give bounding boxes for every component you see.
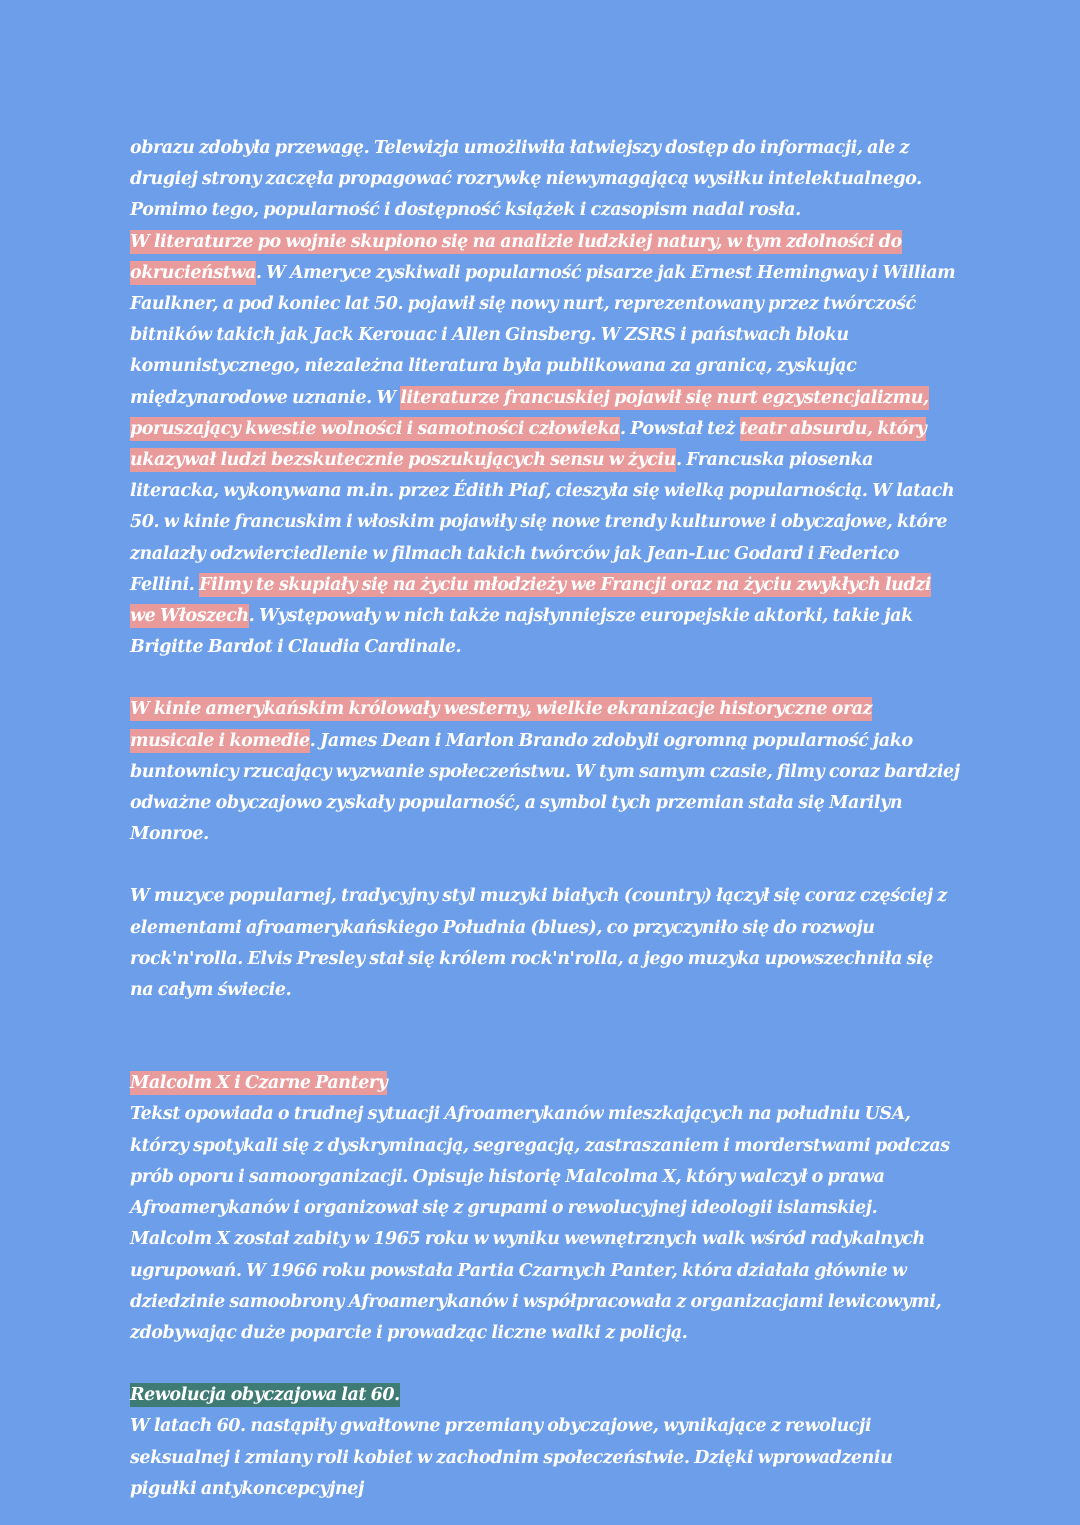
paragraph-text: obrazu zdobyła przewagę. Telewizja umożliwiła łatwiejszy dostęp do informacji, ale z drugiej strony zaczęła propagować rozrywkę niewymagającą wysiłku intelektualnego. Pomimo tego, popularność i dostępność książek i czasopism nadal rosła. [130,138,922,221]
highlight-theatre-absurd: teatr absurdu, który ukazywał ludzi bezskutecznie poszukujących sensu w życiu [130,418,927,471]
paragraph-text: W muzyce popularnej, tradycyjny styl muzyki białych (country) łączył się coraz częściej z elementami afroamerykańskiego Południa (blues), co przyczyniło się do rozwoju rock'n'rolla. Elvis Presley stał się królem rock'n'rolla, a jego muzyka upowszechniła się na całym świecie. [130,886,947,1001]
section-spacer [130,1006,960,1068]
paragraph-spacer [130,850,960,881]
paragraph-text: . Powstał też [619,418,740,439]
highlight-american-cinema: W kinie amerykańskim królowały westerny, wielkie ekranizacje historyczne oraz musicale i komedie [130,699,873,751]
section-heading-moral-revolution: Rewolucja obyczajowa lat 60. [130,1385,400,1406]
section-malcolm-x [130,1068,960,1349]
paragraph-tv-books [130,133,960,227]
paragraph-text: . W Ameryce zyskiwali popularność pisarze jak Ernest Hemingway i William Faulkner, a pod koniec lat 50. pojawił się nowy nurt, reprezentowany przez twórczość bitników takich jak Jack Kerouac i Allen Ginsberg. W ZSRS i państwach bloku komunistycznego, niezależna literatura była publikowana za granicą, zyskując międzynarodowe uznanie. W [130,262,956,408]
paragraph-music [130,881,960,1006]
section-heading-malcolm-x: Malcolm X i Czarne Pantery [130,1073,388,1094]
paragraph-spacer [130,1349,960,1380]
paragraph-american-cinema [130,694,960,850]
section-moral-revolution [130,1380,960,1505]
highlight-literature-nature: W literaturze po wojnie skupiono się na analizie ludzkiej natury, w tym zdolności do okrucieństwa [130,231,902,283]
paragraph-text: . James Dean i Marlon Brando zdobyli ogromną popularność jako buntownicy rzucający wyzwanie społeczeństwu. W tym samym czasie, filmy coraz bardziej odważne obyczajowo zyskały popularność, a symbol tych przemian stała się Marilyn Monroe. [130,730,960,845]
paragraph-text: W latach 60. nastąpiły gwałtowne przemiany obyczajowe, wynikające z rewolucji seksualnej i zmiany roli kobiet w zachodnim społeczeństwie. Dzięki wprowadzeniu pigułki antykoncepcyjnej [130,1416,893,1499]
highlight-films-youth: Filmy te skupiały się na życiu młodzieży we Francji oraz na życiu zwykłych ludzi we Włoszech [130,574,931,627]
paragraph-text: . Występowały w nich także najsłynniejsze europejskie aktorki, takie jak Brigitte Bardot i Claudia Cardinale. [130,606,913,658]
paragraph-text: Tekst opowiada o trudnej sytuacji Afroamerykanów mieszkających na południu USA, którzy spotykali się z dyskryminacją, segregacją, zastraszaniem i morderstwami podczas prób oporu i samoorganizacji. Opisuje historię Malcolma X, który walczył o prawa Afroamerykanów i organizował się z grupami o rewolucyjnej ideologii islamskiej. Malcolm X został zabity w 1965 roku w wyniku wewnętrznych walk wśród radykalnych ugrupowań. W 1966 roku powstała Partia Czarnych Panter, która działała głównie w dziedzinie samoobrony Afroamerykanów i współpracowała z organizacjami lewicowymi, zdobywając duże poparcie i prowadząc liczne walki z policją. [130,1104,950,1343]
paragraph-text: . Francuska piosenka literacka, wykonywana m.in. przez Édith Piaf, cieszyła się wielką popularnością. W latach 50. w kinie francuskim i włoskim pojawiły się nowe trendy kulturowe i obyczajowe, które znalazły odzwierciedlenie w filmach takich twórców jak Jean-Luc Godard i Federico Fellini. [130,450,955,595]
paragraph-literature [130,227,960,664]
paragraph-spacer [130,663,960,694]
highlight-existentialism: literaturze francuskiej pojawił się nurt egzystencjalizmu, poruszający kwestie wolności i samotności człowieka [130,387,929,439]
